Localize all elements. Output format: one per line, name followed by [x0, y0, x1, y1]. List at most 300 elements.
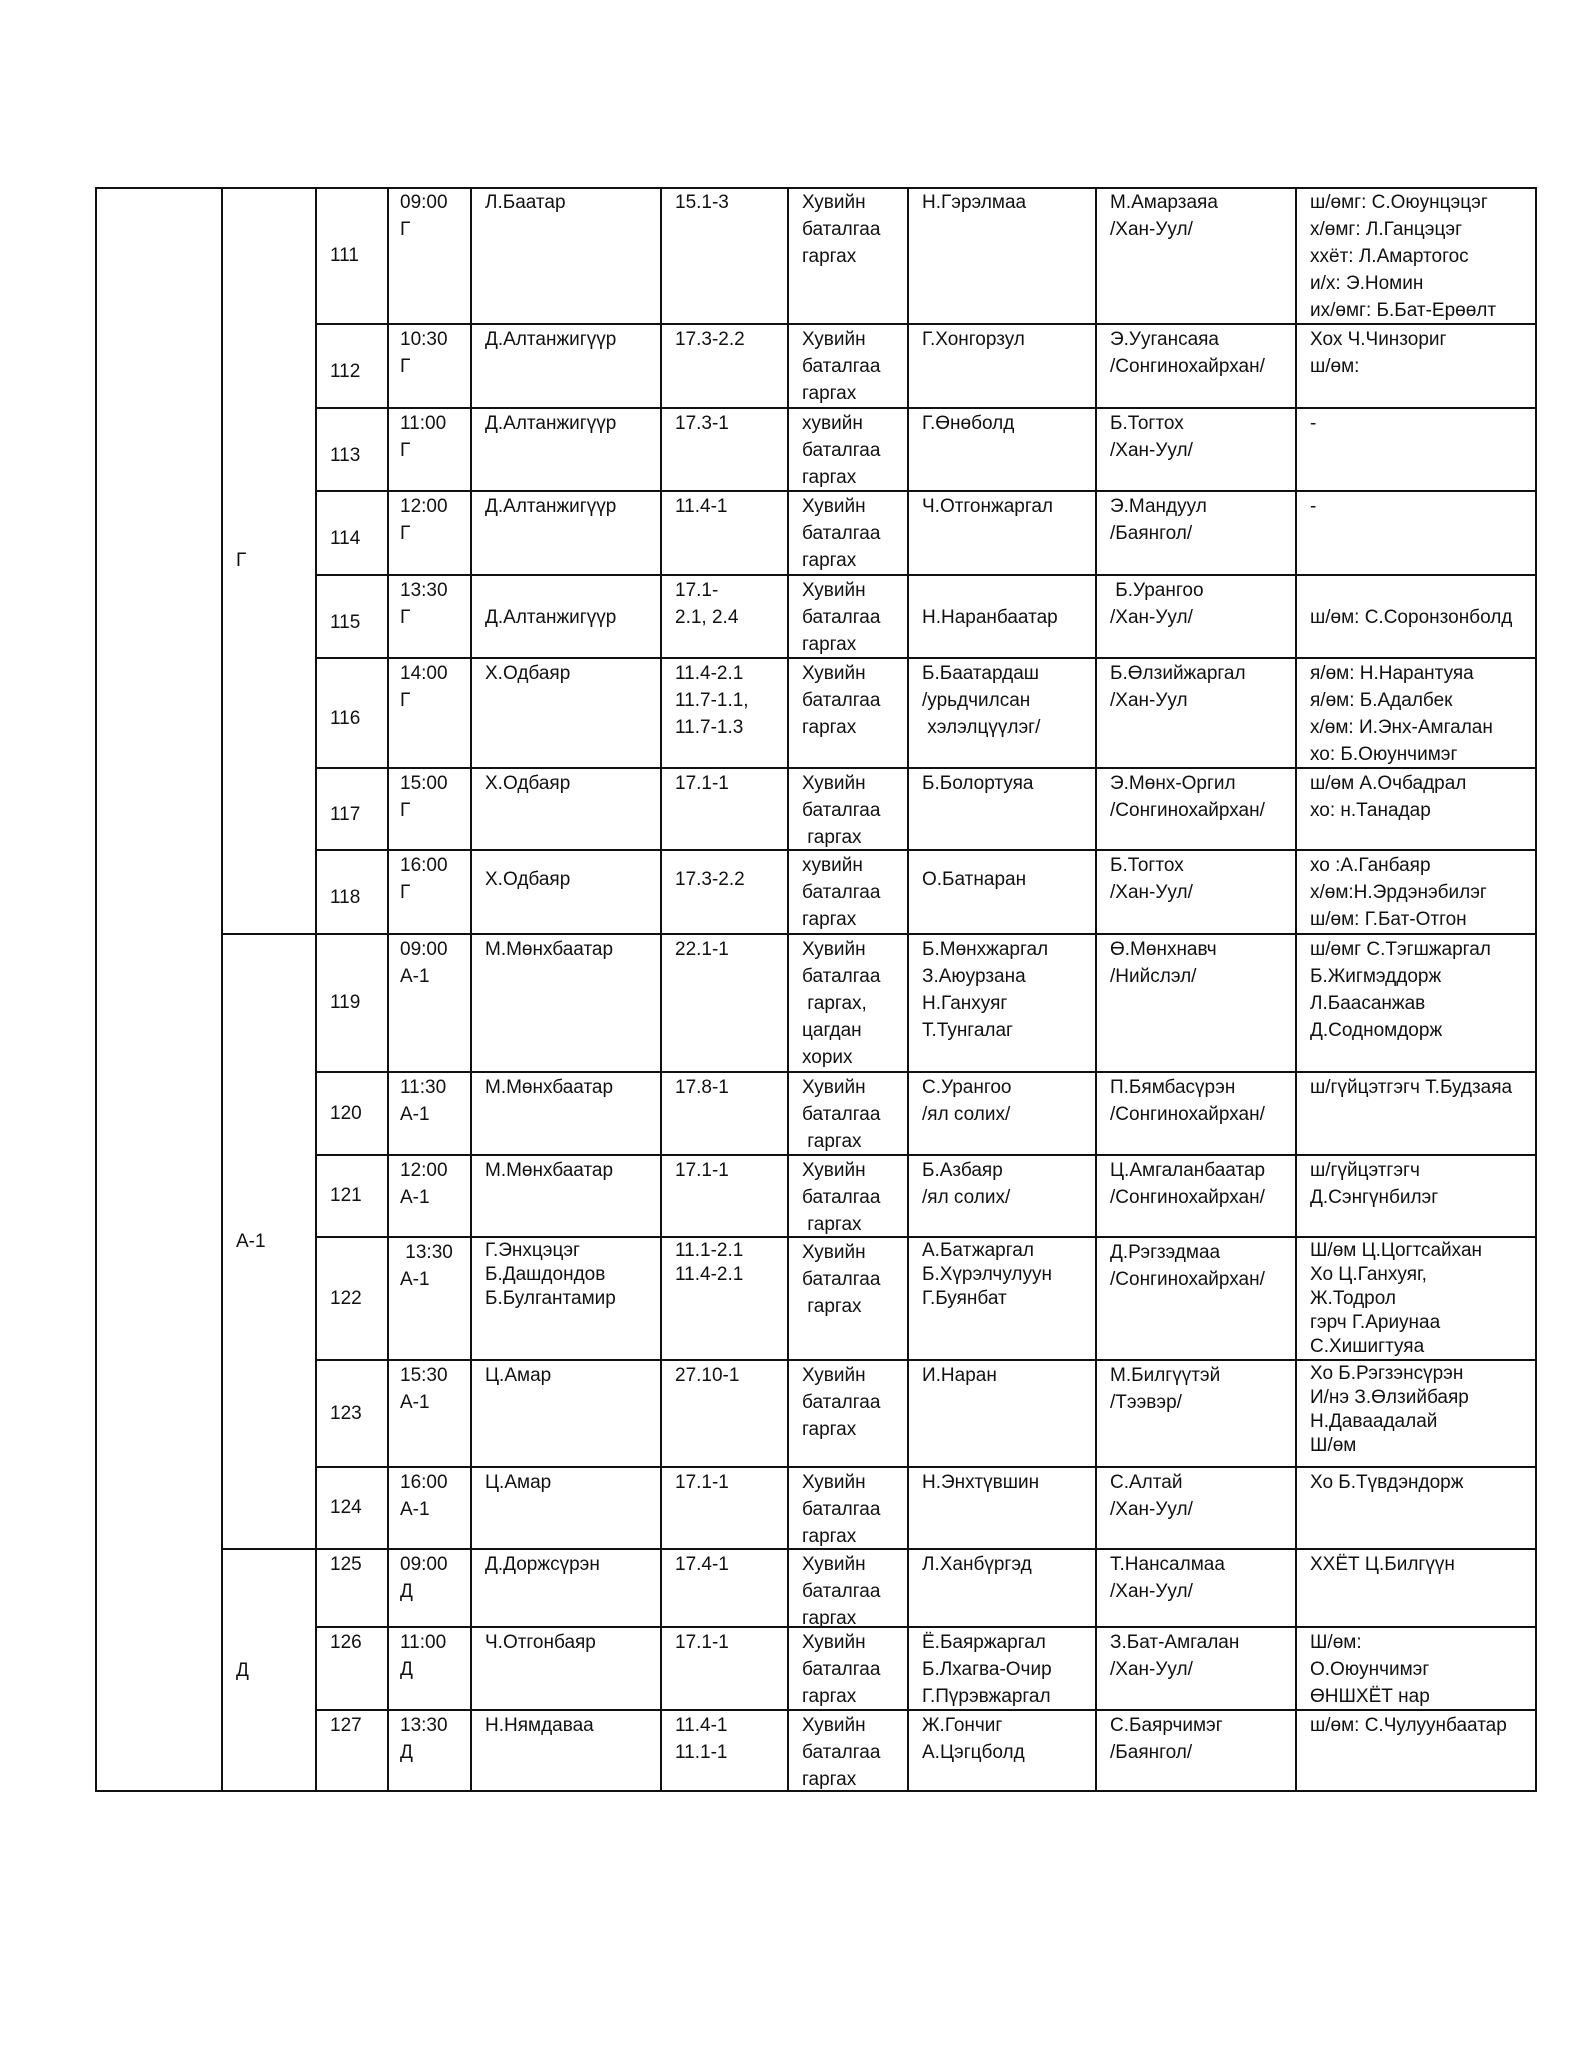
prosecutor-name [1110, 1629, 1239, 1683]
prosecutor-name [1110, 770, 1265, 824]
judge-name [485, 1074, 613, 1101]
accused-name [922, 189, 1026, 216]
case-number: 127 [330, 1715, 362, 1736]
judge-name [485, 493, 616, 520]
preventive-measure-line: баталгаа [802, 690, 881, 711]
other-participants-line: и/х: Э.Номин [1310, 273, 1424, 294]
case-number: 117 [330, 804, 361, 825]
preventive-measure-line: баталгаа [802, 1392, 881, 1413]
courtroom-group-label: А-1 [236, 1230, 266, 1252]
prosecutor-name-line: /Сонгинохайрхан/ [1110, 1104, 1265, 1125]
accused-name-line: З.Аюурзана [922, 966, 1026, 987]
law-article-line: 17.1-1 [675, 1160, 729, 1181]
judge-name-line: Г.Энхцэцэг [485, 1240, 580, 1261]
prosecutor-name-line: /Хан-Уул/ [1110, 1499, 1193, 1520]
other-participants-line: И/нэ З.Өлзийбаяр [1310, 1387, 1469, 1408]
accused-name [922, 1362, 997, 1389]
other-participants-line: ш/өм: Г.Бат-Отгон [1310, 909, 1467, 930]
other-participants-line: ш/гүйцэтгэгч [1310, 1160, 1420, 1181]
prosecutor-name-line: З.Бат-Амгалан [1110, 1632, 1240, 1653]
preventive-measure [802, 852, 880, 933]
prosecutor-name-line: С.Баярчимэг [1110, 1715, 1223, 1736]
accused-name [922, 1239, 1052, 1311]
accused-name-line: Г.Өнөболд [922, 413, 1015, 434]
time-value: 09:00 [400, 192, 448, 213]
law-article [675, 326, 745, 353]
law-article [675, 1551, 729, 1578]
prosecutor-name-line: /Сонгинохайрхан/ [1110, 1269, 1265, 1290]
other-participants [1310, 1362, 1469, 1458]
preventive-measure-line: гаргах [802, 1296, 862, 1317]
preventive-measure-line: гаргах [802, 827, 862, 848]
preventive-measure-line: Хувийн [802, 1077, 866, 1098]
time-value: 10:30 [400, 329, 448, 350]
preventive-measure-line: хорих [802, 1047, 853, 1068]
accused-name-line: /урьдчилсан [922, 690, 1031, 711]
case-number: 121 [330, 1185, 362, 1206]
preventive-measure-line: хувийн [802, 855, 863, 876]
other-participants-line: я/өм: Б.Адалбек [1310, 690, 1453, 711]
time-value: 14:00 [400, 663, 448, 684]
judge-name-line: Х.Одбаяр [485, 773, 571, 794]
accused-name-line: Г.Хонгорзул [922, 329, 1025, 350]
preventive-measure-line: баталгаа [802, 1581, 881, 1602]
preventive-measure [802, 1239, 880, 1320]
prosecutor-name [1110, 577, 1204, 631]
accused-name [922, 770, 1033, 797]
other-participants-line: ш/өм: [1310, 356, 1360, 377]
other-participants-line: Д.Содномдорж [1310, 1020, 1443, 1041]
accused-name-line: А.Цэгцболд [922, 1742, 1025, 1763]
other-participants [1310, 604, 1512, 631]
time-value: 09:00 [400, 939, 448, 960]
prosecutor-name [1110, 1239, 1265, 1293]
other-participants-line: Хо Б.Рэгзэнсүрэн [1310, 1363, 1464, 1384]
judge-name [485, 326, 616, 353]
accused-name-line: Ж.Гончиг [922, 1715, 1003, 1736]
other-participants-line: Хо Ц.Ганхуяг, [1310, 1264, 1427, 1285]
time-value: 11:30 [400, 1077, 447, 1098]
room-value: Г [400, 523, 411, 544]
accused-name-line: Б.Баатардаш [922, 663, 1040, 684]
law-article-line: 11.1-2.1 [675, 1240, 744, 1261]
preventive-measure-line: баталгаа [802, 1104, 881, 1125]
other-participants-line: я/өм: Н.Нарантуяа [1310, 663, 1474, 684]
law-article [675, 189, 729, 216]
accused-name [922, 660, 1040, 741]
time-value: 15:00 [400, 773, 448, 794]
preventive-measure [802, 577, 880, 658]
case-number: 123 [330, 1402, 362, 1424]
judge-name-line: Ч.Отгонбаяр [485, 1632, 596, 1653]
judge-name-line: Х.Одбаяр [485, 663, 571, 684]
row-divider [222, 933, 1537, 935]
courtroom-group-label: Г [236, 549, 247, 571]
preventive-measure-line: баталгаа [802, 1187, 881, 1208]
accused-name-line: /ял солих/ [922, 1104, 1011, 1125]
preventive-measure-line: баталгаа [802, 523, 881, 544]
other-participants-line: ххёт: Л.Амартогос [1310, 246, 1469, 267]
preventive-measure-line: Хувийн [802, 580, 866, 601]
time-value: 12:00 [400, 1160, 448, 1181]
prosecutor-name [1110, 189, 1218, 243]
other-participants-line: хо :А.Ганбаяр [1310, 855, 1431, 876]
judge-name-line: Б.Булгантамир [485, 1288, 616, 1309]
accused-name-line: О.Батнаран [922, 869, 1027, 890]
other-participants-line: ш/гүйцэтгэгч Т.Будзаяа [1310, 1077, 1513, 1098]
time-value: 15:30 [400, 1365, 448, 1386]
other-participants-line: Ш/өм [1310, 1435, 1357, 1456]
judge-name-line: Д.Алтанжигүүр [485, 329, 617, 350]
accused-name-line: Н.Энхтүвшин [922, 1472, 1040, 1493]
time-value: 09:00 [400, 1554, 448, 1575]
room-value: Г [400, 800, 411, 821]
other-participants [1310, 852, 1487, 933]
hearing-time [400, 410, 446, 464]
other-participants-line: х/өм: И.Энх-Амгалан [1310, 717, 1493, 738]
law-article-line: 15.1-3 [675, 192, 729, 213]
law-article-line: 11.1-1 [675, 1742, 728, 1763]
other-participants [1310, 493, 1316, 520]
accused-name [922, 1469, 1039, 1496]
judge-name-line: Д.Алтанжигүүр [485, 607, 617, 628]
accused-name-line: Н.Ганхуяг [922, 993, 1008, 1014]
law-article-line: 17.3-1 [675, 413, 729, 434]
preventive-measure-line: гаргах [802, 550, 857, 571]
other-participants-line: О.Оюунчимэг [1310, 1659, 1430, 1680]
preventive-measure-line: гаргах [802, 383, 857, 404]
law-article-line: 11.7-1.3 [675, 717, 744, 738]
other-participants-line: - [1310, 413, 1317, 434]
law-article-line: 17.1-1 [675, 773, 729, 794]
preventive-measure [802, 1712, 880, 1793]
other-participants [1310, 189, 1496, 324]
row-divider [316, 1466, 1537, 1468]
prosecutor-name-line: Б.Тогтох [1110, 413, 1184, 434]
column-divider [387, 187, 389, 1792]
other-participants-line: гэрч Г.Ариунаа [1310, 1312, 1441, 1333]
law-article-line: 27.10-1 [675, 1365, 740, 1386]
prosecutor-name [1110, 660, 1246, 714]
law-article-line: 17.4-1 [675, 1554, 729, 1575]
accused-name-line: Л.Ханбүргэд [922, 1554, 1032, 1575]
prosecutor-name-line: /Хан-Уул/ [1110, 1659, 1193, 1680]
room-value: Д [400, 1581, 413, 1602]
accused-name-line: Н.Наранбаатар [922, 607, 1058, 628]
preventive-measure [802, 1362, 880, 1443]
case-number: 115 [330, 611, 361, 633]
preventive-measure-line: Хувийн [802, 1632, 866, 1653]
preventive-measure-line: Хувийн [802, 1472, 866, 1493]
prosecutor-name-line: Э.Мандуул [1110, 496, 1207, 517]
prosecutor-name-line: /Сонгинохайрхан/ [1110, 800, 1265, 821]
preventive-measure-line: гаргах [802, 1214, 862, 1235]
preventive-measure-line: баталгаа [802, 882, 881, 903]
row-divider [316, 1359, 1537, 1361]
preventive-measure-line: баталгаа [802, 607, 881, 628]
law-article [675, 1074, 729, 1101]
judge-name-line: Д.Алтанжигүүр [485, 496, 617, 517]
judge-name [485, 770, 570, 797]
law-article [675, 1469, 729, 1496]
law-article-line: 17.3-2.2 [675, 869, 745, 890]
hearing-time [400, 1551, 448, 1605]
other-participants [1310, 1551, 1455, 1578]
other-participants [1310, 1629, 1430, 1710]
case-number: 125 [330, 1554, 362, 1575]
law-article-line: 11.7-1.1, [675, 690, 749, 711]
other-participants-line: - [1310, 496, 1317, 517]
preventive-measure-line: Хувийн [802, 329, 866, 350]
preventive-measure-line: Хувийн [802, 939, 866, 960]
law-article [675, 410, 729, 437]
accused-name-line: И.Наран [922, 1365, 997, 1386]
preventive-measure-line: баталгаа [802, 440, 881, 461]
law-article-line: 17.1-1 [675, 1632, 729, 1653]
preventive-measure-line: гаргах [802, 1686, 857, 1707]
preventive-measure [802, 1551, 880, 1632]
column-divider [660, 187, 662, 1792]
other-participants-line: Ж.Тодрол [1310, 1288, 1396, 1309]
preventive-measure [802, 189, 880, 270]
room-value: Д [400, 1742, 413, 1763]
preventive-measure-line: Хувийн [802, 1365, 866, 1386]
prosecutor-name-line: /Нийслэл/ [1110, 966, 1197, 987]
prosecutor-name-line: Э.Мөнх-Оргил [1110, 773, 1236, 794]
hearing-time [400, 577, 448, 631]
accused-name-line: /ял солих/ [922, 1187, 1011, 1208]
accused-name-line: Т.Тунгалаг [922, 1020, 1013, 1041]
preventive-measure [802, 660, 880, 741]
room-value: Г [400, 219, 411, 240]
case-number: 119 [330, 992, 361, 1013]
room-value: А-1 [400, 1187, 430, 1208]
prosecutor-name-line: /Хан-Уул/ [1110, 440, 1193, 461]
other-participants [1310, 1712, 1507, 1739]
case-number: 116 [330, 708, 361, 729]
accused-name [922, 326, 1025, 353]
accused-name-line: Н.Гэрэлмаа [922, 192, 1027, 213]
law-article-line: 11.4-2.1 [675, 663, 744, 684]
other-participants-line: Ш/өм: [1310, 1632, 1362, 1653]
prosecutor-name-line: /Хан-Уул/ [1110, 882, 1193, 903]
row-divider [316, 849, 1537, 851]
column-divider [1095, 187, 1097, 1792]
law-article-line: 11.4-1 [675, 496, 728, 517]
law-article [675, 1239, 743, 1287]
prosecutor-name-line: М.Амарзаяа [1110, 192, 1218, 213]
preventive-measure [802, 1157, 880, 1238]
prosecutor-name [1110, 936, 1217, 990]
preventive-measure-line: баталгаа [802, 1742, 881, 1763]
other-participants [1310, 1157, 1438, 1211]
room-value: Г [400, 882, 411, 903]
other-participants [1310, 410, 1316, 437]
preventive-measure [802, 326, 880, 407]
accused-name-line: хэлэлцүүлэг/ [922, 717, 1041, 738]
preventive-measure-line: Хувийн [802, 192, 866, 213]
prosecutor-name-line: М.Билгүүтэй [1110, 1365, 1221, 1386]
law-article [675, 1629, 729, 1656]
accused-name [922, 1712, 1025, 1766]
preventive-measure-line: гаргах [802, 1526, 857, 1547]
column-divider [907, 187, 909, 1792]
accused-name-line: А.Батжаргал [922, 1240, 1034, 1261]
other-participants [1310, 326, 1446, 380]
law-article-line: 17.8-1 [675, 1077, 729, 1098]
other-participants [1310, 770, 1466, 824]
accused-name [922, 1629, 1052, 1710]
case-number: 114 [330, 528, 361, 549]
law-article [675, 936, 729, 963]
law-article [675, 866, 745, 893]
hearing-time [400, 493, 448, 547]
judge-name [485, 1551, 600, 1578]
other-participants-line: хо: н.Танадар [1310, 800, 1431, 821]
judge-name [485, 604, 616, 631]
law-article [675, 577, 738, 631]
judge-name-line: Ц.Амар [485, 1472, 552, 1493]
prosecutor-name-line: Т.Нансалмаа [1110, 1554, 1225, 1575]
accused-name [922, 493, 1053, 520]
law-article [675, 1362, 739, 1389]
accused-name-line: Г.Пүрэвжаргал [922, 1686, 1051, 1707]
preventive-measure-line: баталгаа [802, 219, 881, 240]
accused-name-line: Б.Мөнхжаргал [922, 939, 1049, 960]
other-participants-line: ӨНШХЁТ нар [1310, 1686, 1430, 1707]
prosecutor-name-line: Э.Уугансаяа [1110, 329, 1219, 350]
judge-name-line: Х.Одбаяр [485, 869, 571, 890]
preventive-measure-line: гаргах [802, 1769, 857, 1790]
accused-name-line: Б.Лхагва-Очир [922, 1659, 1052, 1680]
other-participants-line: Б.Жигмэддорж [1310, 966, 1442, 987]
hearing-time [400, 1629, 446, 1683]
prosecutor-name-line: Б.Тогтох [1110, 855, 1184, 876]
preventive-measure-line: хувийн [802, 413, 863, 434]
accused-name [922, 410, 1014, 437]
case-number: 124 [330, 1497, 362, 1518]
time-value: 13:30 [400, 580, 448, 601]
preventive-measure [802, 1074, 880, 1155]
accused-name-line: Б.Болортуяа [922, 773, 1034, 794]
accused-name [922, 604, 1058, 631]
time-value: 16:00 [400, 855, 448, 876]
judge-name-line: Д.Алтанжигүүр [485, 413, 617, 434]
judge-name [485, 1469, 551, 1496]
prosecutor-name-line: /Сонгинохайрхан/ [1110, 1187, 1265, 1208]
law-article [675, 660, 749, 741]
accused-name-line: Ч.Отгонжаргал [922, 496, 1054, 517]
preventive-measure-line: баталгаа [802, 966, 881, 987]
other-participants-line: Хо Б.Түвдэндорж [1310, 1472, 1464, 1493]
judge-name-line: М.Мөнхбаатар [485, 1160, 614, 1181]
accused-name [922, 1074, 1012, 1128]
time-value: 12:00 [400, 496, 448, 517]
case-number: 118 [330, 887, 361, 908]
room-value: Г [400, 440, 411, 461]
other-participants-line: ш/өм: С.Соронзонболд [1310, 607, 1513, 628]
preventive-measure-line: гаргах [802, 467, 857, 488]
judge-name [485, 1157, 613, 1184]
accused-name [922, 866, 1026, 893]
prosecutor-name [1110, 326, 1265, 380]
judge-name [485, 936, 613, 963]
other-participants [1310, 1239, 1482, 1359]
column-divider [1295, 187, 1297, 1792]
column-divider [787, 187, 789, 1792]
preventive-measure-line: Хувийн [802, 496, 866, 517]
judge-name [485, 660, 570, 687]
other-participants-line: хо: Б.Оюунчимэг [1310, 744, 1458, 765]
judge-name [485, 1239, 616, 1311]
judge-name-line: М.Мөнхбаатар [485, 939, 614, 960]
judge-name [485, 1712, 594, 1739]
prosecutor-name-line: С.Алтай [1110, 1472, 1183, 1493]
preventive-measure-line: баталгаа [802, 1659, 881, 1680]
room-value: Г [400, 607, 411, 628]
accused-name [922, 1157, 1010, 1211]
prosecutor-name-line: Б.Урангоо [1110, 580, 1204, 601]
other-participants-line: Н.Даваадалай [1310, 1411, 1438, 1432]
accused-name-line: Б.Азбаяр [922, 1160, 1003, 1181]
prosecutor-name-line: Б.Өлзийжаргал [1110, 663, 1246, 684]
room-value: Д [400, 1659, 413, 1680]
hearing-time [400, 1712, 448, 1766]
column-divider [470, 187, 472, 1792]
accused-name-line: С.Урангоо [922, 1077, 1012, 1098]
preventive-measure-line: гаргах [802, 634, 857, 655]
preventive-measure [802, 1629, 880, 1710]
accused-name [922, 1551, 1032, 1578]
row-divider [316, 490, 1537, 492]
other-participants-line: х/өмг: Л.Ганцэцэг [1310, 219, 1463, 240]
law-article [675, 770, 729, 797]
judge-name-line: Д.Доржсүрэн [485, 1554, 600, 1575]
prosecutor-name-line: /Сонгинохайрхан/ [1110, 356, 1265, 377]
room-value: Г [400, 356, 411, 377]
room-value: А-1 [400, 1499, 430, 1520]
judge-name-line: Б.Дашдондов [485, 1264, 606, 1285]
other-participants-line: Л.Баасанжав [1310, 993, 1426, 1014]
law-article-line: 11.4-1 [675, 1715, 728, 1736]
accused-name-line: Ё.Баяржаргал [922, 1632, 1046, 1653]
other-participants-line: ш/өмг С.Тэгшжаргал [1310, 939, 1491, 960]
room-value: Г [400, 690, 411, 711]
room-value: А-1 [400, 1392, 430, 1413]
judge-name [485, 1362, 551, 1389]
row-divider [316, 1071, 1537, 1073]
room-value: А-1 [400, 1269, 430, 1290]
preventive-measure-line: гаргах [802, 1419, 857, 1440]
prosecutor-name [1110, 1469, 1193, 1523]
judge-name-line: М.Мөнхбаатар [485, 1077, 614, 1098]
row-divider [316, 574, 1537, 576]
hearing-time [400, 1469, 448, 1523]
hearing-time [400, 1157, 448, 1211]
prosecutor-name-line: /Баянгол/ [1110, 523, 1193, 544]
hearing-time [400, 1362, 448, 1416]
prosecutor-name [1110, 1362, 1220, 1416]
prosecutor-name [1110, 1712, 1223, 1766]
preventive-measure [802, 936, 880, 1071]
preventive-measure-line: гаргах [802, 246, 857, 267]
courtroom-group-label: Д [236, 1659, 249, 1681]
hearing-time [400, 852, 448, 906]
other-participants [1310, 660, 1493, 768]
accused-name-line: Г.Буянбат [922, 1288, 1007, 1309]
law-article [675, 1712, 727, 1766]
hearing-time [400, 936, 448, 990]
